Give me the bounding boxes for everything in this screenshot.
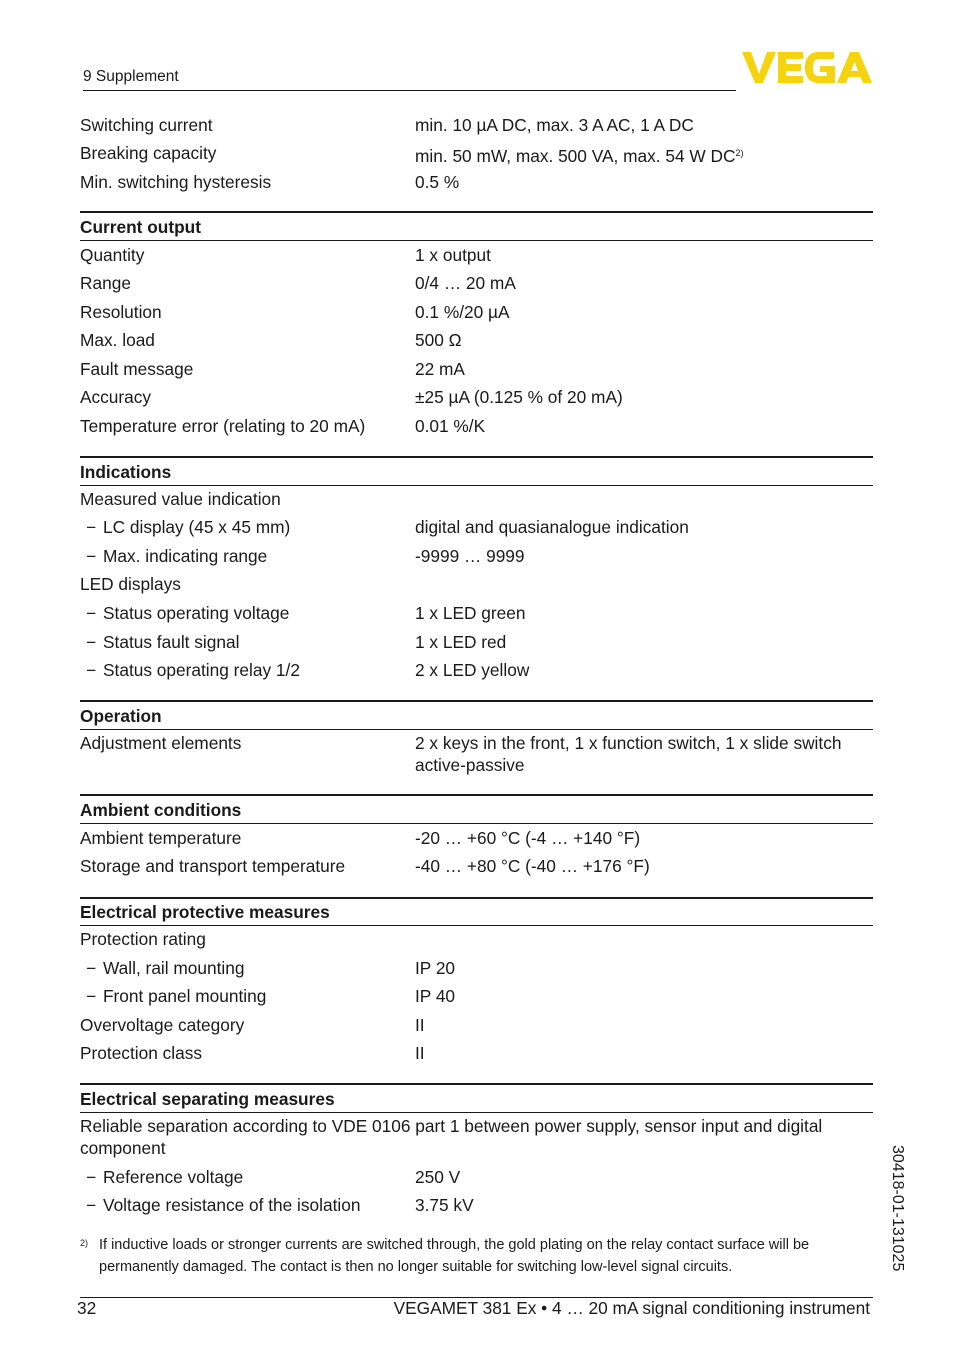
footnote [80, 1234, 870, 1278]
footnote-text: If inductive loads or stronger currents are switched through, the gold plating on the relay contact surface will be permanently damaged. The contact is then no longer suitable for switching low-level signal circuits. [99, 1237, 810, 1275]
spec-paragraph: Reliable separation according to VDE 0106 part 1 between power supply, sensor input and digital component [80, 1116, 823, 1158]
spec-label: Measured value indication [80, 489, 281, 509]
spec-value: 0.1 %/20 µA [415, 302, 510, 322]
spec-value: 0.01 %/K [415, 416, 486, 436]
spec-label: Breaking capacity [80, 143, 217, 163]
spec-label: LED displays [80, 574, 181, 594]
spec-value: 500 Ω [415, 330, 462, 350]
section-bottom-rule [80, 1112, 873, 1113]
section-bottom-rule [80, 925, 873, 926]
section-bottom-rule [80, 823, 873, 824]
section-bottom-rule [80, 729, 873, 730]
list-dash: − [86, 660, 97, 680]
spec-label: Temperature error (relating to 20 mA) [80, 416, 366, 436]
section-title-indications: Indications [80, 462, 172, 482]
section-top-rule [80, 897, 873, 899]
list-dash: − [86, 517, 97, 537]
section-top-rule [80, 794, 873, 796]
spec-value: IP 20 [415, 958, 456, 978]
spec-label: Overvoltage category [80, 1015, 245, 1035]
spec-value: ±25 µA (0.125 % of 20 mA) [415, 387, 623, 407]
spec-label: − LC display (45 x 45 mm) [86, 517, 291, 537]
footnote-ref: 2) [735, 148, 744, 158]
spec-label: Adjustment elements [80, 733, 242, 753]
spec-value: 1 x LED green [415, 603, 526, 623]
spec-label: Range [80, 273, 131, 293]
list-dash: − [86, 546, 97, 566]
spec-label: − Front panel mounting [86, 986, 267, 1006]
spec-value: 0.5 % [415, 172, 460, 192]
spec-label: − Status fault signal [86, 632, 240, 652]
section-title-operation: Operation [80, 706, 162, 726]
spec-label: − Status operating relay 1/2 [86, 660, 300, 680]
spec-label: Fault message [80, 359, 194, 379]
list-dash: − [86, 958, 97, 978]
spec-label: − Status operating voltage [86, 603, 290, 623]
section-top-rule [80, 211, 873, 213]
spec-value: 1 x LED red [415, 632, 507, 652]
spec-value: -20 … +60 °C (-4 … +140 °F) [415, 828, 641, 848]
spec-label: Switching current [80, 115, 213, 135]
spec-label: Accuracy [80, 387, 152, 407]
spec-label: Protection class [80, 1043, 202, 1063]
section-title-separating: Electrical separating measures [80, 1089, 335, 1109]
spec-label: − Voltage resistance of the isolation [86, 1195, 361, 1215]
spec-label: − Wall, rail mounting [86, 958, 245, 978]
spec-value: 0/4 … 20 mA [415, 273, 516, 293]
spec-value: IP 40 [415, 986, 456, 1006]
spec-value: II [415, 1015, 425, 1035]
spec-value: -9999 … 9999 [415, 546, 525, 566]
spec-value: II [415, 1043, 425, 1063]
section-bottom-rule [80, 240, 873, 241]
spec-label: Resolution [80, 302, 162, 322]
section-heading: 9 Supplement [83, 68, 179, 85]
list-dash: − [86, 603, 97, 623]
spec-label: Ambient temperature [80, 828, 242, 848]
spec-value: 3.75 kV [415, 1195, 474, 1215]
spec-value [415, 142, 875, 167]
section-title-current-output: Current output [80, 217, 201, 237]
footnote-mark: 2) [80, 1238, 89, 1248]
vega-logo [742, 52, 872, 84]
spec-label: Protection rating [80, 929, 206, 949]
spec-label: Storage and transport temperature [80, 856, 346, 876]
document-title: VEGAMET 381 Ex • 4 … 20 mA signal conditioning instrument [393, 1298, 870, 1318]
section-bottom-rule [80, 485, 873, 486]
section-top-rule [80, 700, 873, 702]
section-title-ambient: Ambient conditions [80, 800, 242, 820]
section-title-protective: Electrical protective measures [80, 902, 330, 922]
spec-label: Max. load [80, 330, 155, 350]
spec-value-text: min. 50 mW, max. 500 VA, max. 54 W DC [415, 146, 736, 166]
spec-value: digital and quasianalogue indication [415, 517, 689, 537]
spec-value: 250 V [415, 1167, 461, 1187]
section-top-rule [80, 456, 873, 458]
list-dash: − [86, 986, 97, 1006]
spec-label: − Max. indicating range [86, 546, 268, 566]
section-top-rule [80, 1083, 873, 1085]
spec-value: 2 x keys in the front, 1 x function switch, 1 x slide switch active-passive [415, 733, 842, 775]
list-dash: − [86, 1167, 97, 1187]
spec-value: min. 10 µA DC, max. 3 A AC, 1 A DC [415, 115, 694, 135]
list-dash: − [86, 632, 97, 652]
list-dash: − [86, 1195, 97, 1215]
spec-value: 2 x LED yellow [415, 660, 530, 680]
spec-value: 1 x output [415, 245, 491, 265]
spec-label: Min. switching hysteresis [80, 172, 272, 192]
header-divider [83, 90, 736, 91]
spec-value: -40 … +80 °C (-40 … +176 °F) [415, 856, 650, 876]
spec-label: − Reference voltage [86, 1167, 244, 1187]
document-id: 30418-01-131025 [889, 1145, 906, 1272]
spec-value: 22 mA [415, 359, 465, 379]
spec-label: Quantity [80, 245, 145, 265]
page-number: 32 [77, 1298, 97, 1318]
